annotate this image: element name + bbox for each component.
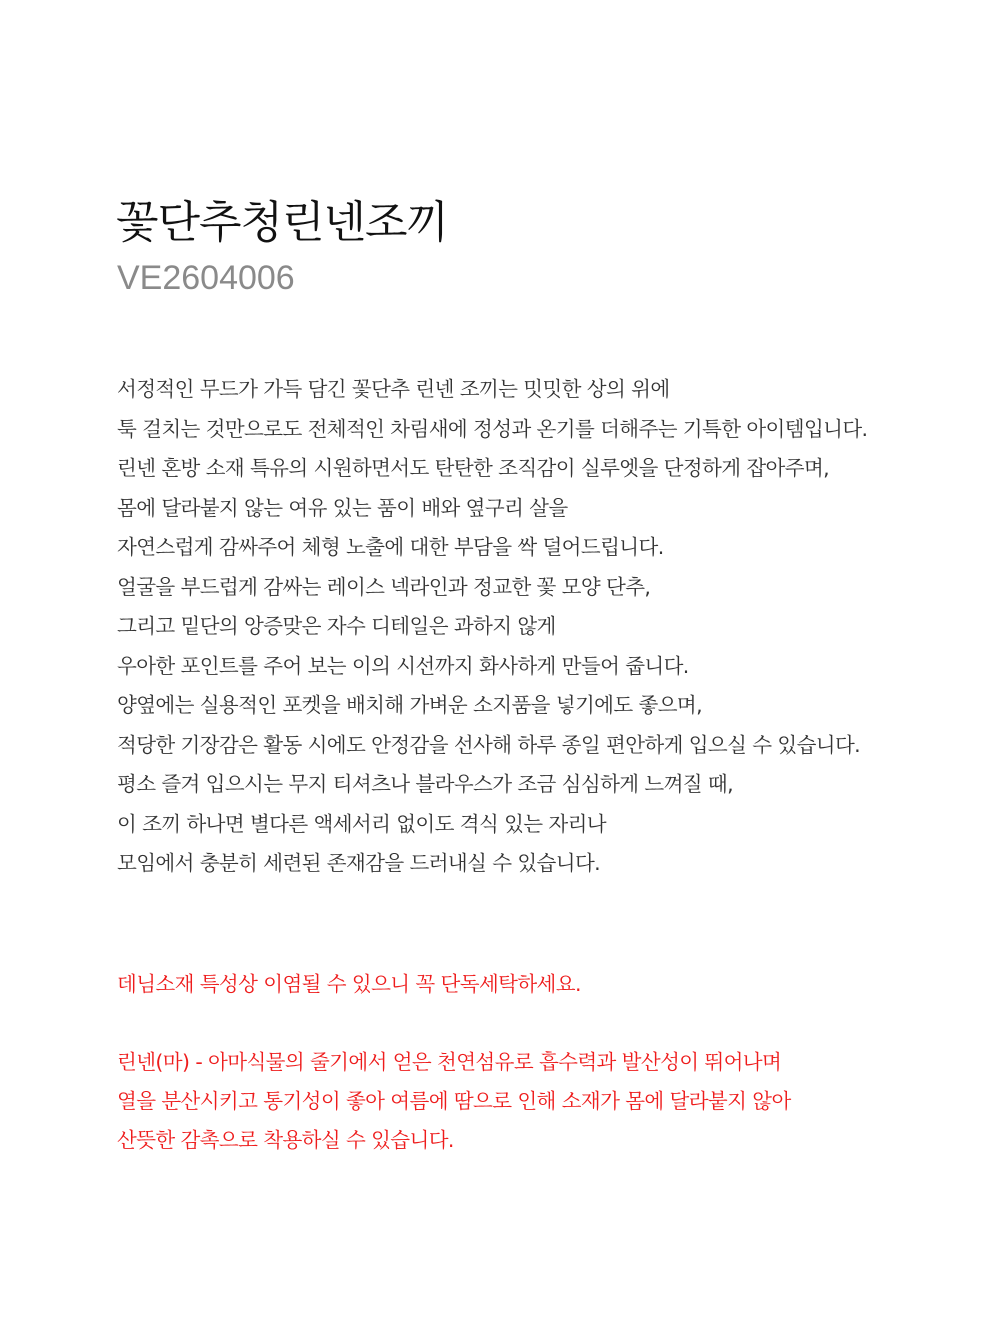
product-description [117, 370, 977, 884]
material-notice-line: 산뜻한 감촉으로 착용하실 수 있습니다. [117, 1128, 454, 1152]
product-code: VE2604006 [117, 259, 295, 297]
description-line: 얼굴을 부드럽게 감싸는 레이스 넥라인과 정교한 꽃 모양 단추, [117, 574, 651, 599]
description-line: 모임에서 충분히 세련된 존재감을 드러내실 수 있습니다. [117, 851, 601, 875]
description-line: 이 조끼 하나면 별다른 액세서리 없이도 격식 있는 자리나 [117, 811, 606, 836]
material-notice-line: 린넨(마) - 아마식물의 줄기에서 얻은 천연섬유로 흡수력과 발산성이 뛰어나며 [117, 1050, 782, 1074]
washing-notice [117, 965, 977, 1004]
description-line: 툭 걸치는 것만으로도 전체적인 차림새에 정성과 온기를 더해주는 기특한 아이템입니다. [117, 416, 868, 441]
material-notice-line: 열을 분산시키고 통기성이 좋아 여름에 땀으로 인해 소재가 몸에 달라붙지 않아 [117, 1089, 791, 1113]
material-notice [117, 1043, 977, 1160]
washing-notice-line: 데님소재 특성상 이염될 수 있으니 꼭 단독세탁하세요. [117, 972, 581, 996]
description-line: 자연스럽게 감싸주어 체형 노출에 대한 부담을 싹 덜어드립니다. [117, 535, 664, 559]
description-line: 몸에 달라붙지 않는 여유 있는 품이 배와 옆구리 살을 [117, 495, 568, 520]
product-title: 꽃단추청린넨조끼 [116, 197, 449, 248]
description-line: 평소 즐겨 입으시는 무지 티셔츠나 블라우스가 조금 심심하게 느껴질 때, [117, 772, 734, 796]
description-line: 서정적인 무드가 가득 담긴 꽃단추 린넨 조끼는 밋밋한 상의 위에 [117, 377, 670, 401]
description-line: 린넨 혼방 소재 특유의 시원하면서도 탄탄한 조직감이 실루엣을 단정하게 잡아주며, [117, 456, 830, 480]
description-line: 그리고 밑단의 앙증맞은 자수 디테일은 과하지 않게 [117, 614, 556, 638]
description-line: 양옆에는 실용적인 포켓을 배치해 가벼운 소지품을 넣기에도 좋으며, [117, 693, 703, 717]
description-line: 적당한 기장감은 활동 시에도 안정감을 선사해 하루 종일 편안하게 입으실 수 있습니다. [117, 732, 861, 757]
description-line: 우아한 포인트를 주어 보는 이의 시선까지 화사하게 만들어 줍니다. [117, 653, 689, 678]
